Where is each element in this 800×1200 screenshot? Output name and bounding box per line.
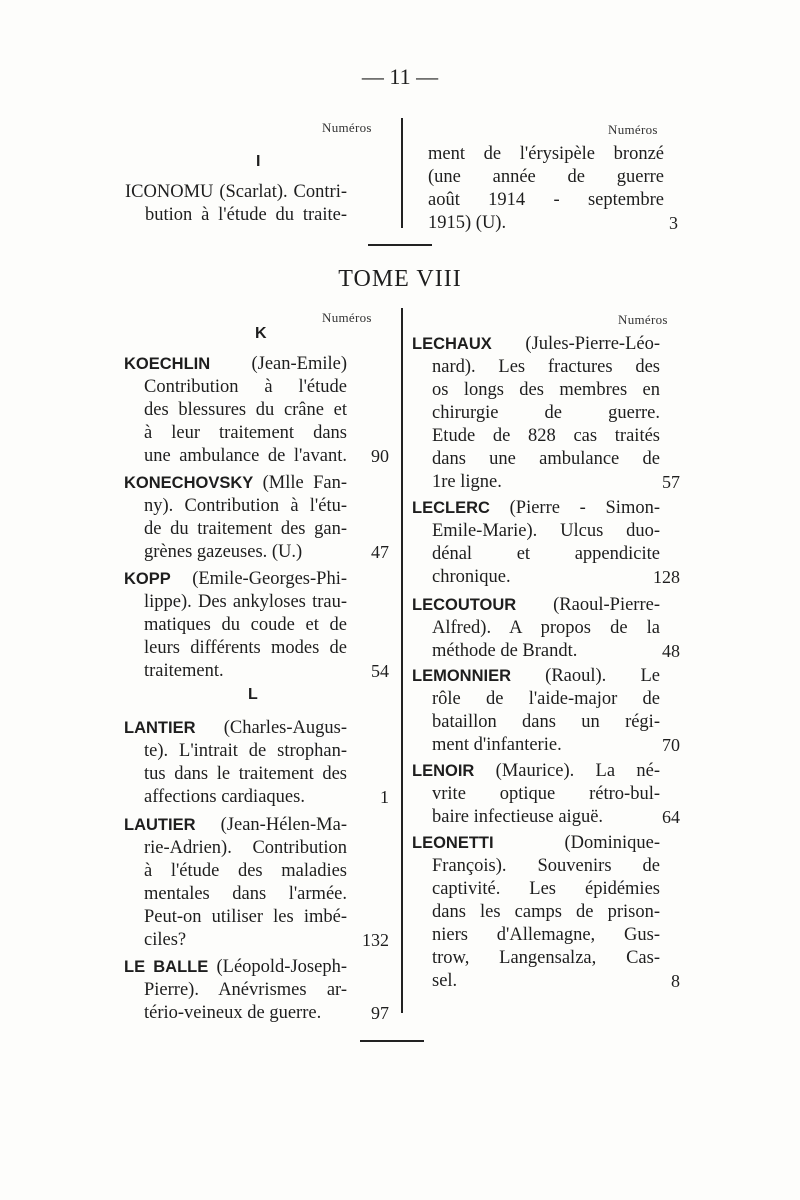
- entry-number: 1: [380, 787, 389, 807]
- numeros-header-left: Numéros: [322, 310, 372, 325]
- entry-name: KONECHOVSKY: [124, 474, 254, 492]
- entry-line: vrite optique rétro-bul-: [432, 784, 660, 804]
- entry-line: te). L'intrait de strophan-: [144, 741, 347, 761]
- entry-line: KOECHLIN (Jean-Emile): [124, 354, 347, 374]
- entry-line: LENOIR (Maurice). La né-: [412, 761, 660, 781]
- numeros-header-left: Numéros: [322, 120, 372, 135]
- entry-number: 57: [662, 472, 680, 492]
- entry-line: LANTIER (Charles-Augus-: [124, 718, 347, 738]
- entry-number: 54: [371, 661, 389, 681]
- entry-line: KOPP (Emile-Georges-Phi-: [124, 569, 347, 589]
- entry-name: LECHAUX: [412, 335, 492, 353]
- entry-line: ciles?: [144, 930, 187, 950]
- entry-line: bution à l'étude du traite-: [145, 205, 347, 225]
- numeros-header-right: Numéros: [608, 122, 658, 137]
- entry-name: KOPP: [124, 570, 171, 588]
- entry-line: mentales dans l'armée.: [144, 884, 347, 904]
- entry-line: François). Souvenirs de: [432, 856, 660, 876]
- tome-title: TOME VIII: [338, 266, 462, 292]
- entry-line: Peut-on utiliser les imbé-: [144, 907, 347, 927]
- section-rule: [368, 244, 432, 246]
- entry-line: lippe). Des ankyloses trau-: [144, 592, 347, 612]
- entry-line: Emile-Marie). Ulcus duo-: [432, 521, 660, 541]
- entry-line: grènes gazeuses. (U.): [144, 542, 303, 562]
- entry-line: à l'étude des maladies: [144, 861, 347, 881]
- section-letter-l: L: [248, 686, 258, 703]
- entry-line: Alfred). A propos de la: [432, 618, 660, 638]
- entry-line: bataillon dans un régi-: [432, 712, 660, 732]
- entry-line: Contribution à l'étude: [144, 377, 347, 397]
- entry-line: KONECHOVSKY (Mlle Fan-: [124, 473, 347, 493]
- entry-number: 64: [662, 807, 680, 827]
- entry-line: dans une ambulance de: [432, 449, 660, 469]
- entry-number: 90: [371, 446, 389, 466]
- entry-line: affections cardiaques.: [144, 787, 305, 807]
- entry-number: 48: [662, 641, 680, 661]
- entry-line: LEMONNIER (Raoul). Le: [412, 666, 660, 686]
- entry-line: (une année de guerre: [428, 167, 664, 187]
- entry-line: ICONOMU (Scarlat). Contri-: [125, 182, 347, 202]
- bottom-rule: [360, 1040, 424, 1042]
- entry-line: rie-Adrien). Contribution: [144, 838, 347, 858]
- entry-name: LECOUTOUR: [412, 596, 517, 614]
- section-letter-k: K: [255, 325, 267, 342]
- entry-line: dénal et appendicite: [432, 544, 660, 564]
- entry-line: trow, Langensalza, Cas-: [432, 948, 660, 968]
- entry-name: LEMONNIER: [412, 667, 511, 685]
- entry-line: baire infectieuse aiguë.: [432, 807, 604, 827]
- entry-number: 70: [662, 735, 680, 755]
- entry-line: LECOUTOUR (Raoul-Pierre-: [412, 595, 660, 615]
- entry-name: LAUTIER: [124, 816, 196, 834]
- entry-line: ment de l'érysipèle bronzé: [428, 144, 664, 164]
- entry-line: matiques du coude et de: [144, 615, 347, 635]
- entry-line: chirurgie de guerre.: [432, 403, 660, 423]
- entry-number: 97: [371, 1003, 389, 1023]
- entry-line: LE BALLE (Léopold-Joseph-: [124, 957, 347, 977]
- entry-line: chronique.: [432, 567, 511, 587]
- entry-line: LECHAUX (Jules-Pierre-Léo-: [412, 334, 660, 354]
- entry-line: LECLERC (Pierre - Simon-: [412, 498, 660, 518]
- entry-number: 8: [671, 971, 680, 991]
- entry-name: LENOIR: [412, 762, 475, 780]
- entry-line: sel.: [432, 971, 458, 991]
- entry-line: LAUTIER (Jean-Hélen-Ma-: [124, 815, 347, 835]
- entry-line: Etude de 828 cas traités: [432, 426, 660, 446]
- entry-number: 3: [669, 213, 678, 233]
- entry-number: 47: [371, 542, 389, 562]
- entry-name: LANTIER: [124, 719, 196, 737]
- entry-line: des blessures du crâne et: [144, 400, 347, 420]
- column-divider-main: [401, 308, 403, 1013]
- entry-name: LECLERC: [412, 499, 490, 517]
- entry-line: dans les camps de prison-: [432, 902, 660, 922]
- entry-name: LE BALLE: [124, 958, 209, 976]
- page-number: — 11 —: [361, 64, 439, 89]
- entry-line: niers d'Allemagne, Gus-: [432, 925, 660, 945]
- entry-line: de du traitement des gan-: [144, 519, 347, 539]
- entry-line: ny). Contribution à l'étu-: [144, 496, 347, 516]
- entry-number: 132: [362, 930, 389, 950]
- entry-line: nard). Les fractures des: [432, 357, 660, 377]
- entry-line: rôle de l'aide-major de: [432, 689, 660, 709]
- entry-line: tério-veineux de guerre.: [144, 1003, 322, 1023]
- column-divider-top: [401, 118, 403, 228]
- entry-line: à leur traitement dans: [144, 423, 347, 443]
- entry-line: méthode de Brandt.: [432, 641, 578, 661]
- entry-line: une ambulance de l'avant.: [144, 446, 347, 466]
- entry-name: LEONETTI: [412, 834, 494, 852]
- entry-line: août 1914 - septembre: [428, 190, 664, 210]
- entry-line: Pierre). Anévrismes ar-: [144, 980, 347, 1000]
- entry-line: 1re ligne.: [432, 472, 502, 492]
- entry-line: tus dans le traitement des: [144, 764, 347, 784]
- numeros-header-right: Numéros: [618, 312, 668, 327]
- entry-name: KOECHLIN: [124, 355, 211, 373]
- entry-number: 128: [653, 567, 680, 587]
- section-letter-i: I: [256, 153, 261, 170]
- entry-line: 1915) (U).: [428, 213, 507, 233]
- entry-line: ment d'infanterie.: [432, 735, 562, 755]
- entry-line: os longs des membres en: [432, 380, 660, 400]
- entry-line: captivité. Les épidémies: [432, 879, 660, 899]
- entry-line: traitement.: [144, 661, 224, 681]
- entry-line: LEONETTI (Dominique-: [412, 833, 660, 853]
- entry-line: leurs différents modes de: [144, 638, 347, 658]
